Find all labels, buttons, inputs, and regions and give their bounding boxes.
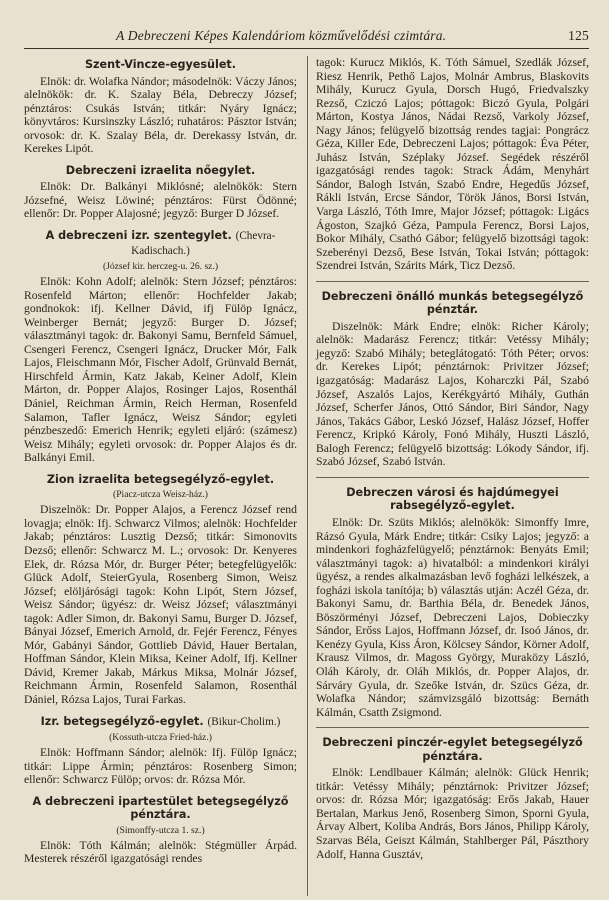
section-paragraph: Elnök: Kohn Adolf; alelnök: Stern József; pénztáros: Rosenfeld Márton; ellenőr: Hochfelder Jakab; gondnokok: ifj. Kellner Dávid, ifj Fülöp Ignácz, Weinberger Bernát; jegyző: Burger D. József; választmányi tagok: dr. Bakonyi Samu, Bernfeld Sámuel, Csengeri Ferencz, Csengeri Ignácz, Drucker Mór, Falk Lajos, Fleischmann Mór, Fischer Adolf, Grünvald Bernát, Hirschfeld Ármin, Katz Jakab, Keiner Adolf, Klein Márton, dr. Popper Alajos, Rosinger Lajos, Rosenthál Dániel, Reichman Ármin, Reich Herman, Rosenfeld Salamon, Tafler Ignácz, Weisz Sándor; egyleti pénzbeszedő: Emerich Henrik; egyleti eljáró: (számesz) Weisz Mihály; egyleti orvosok: dr. Popper Alajos és dr. Balkányi Emil. bbox=[24, 275, 297, 465]
section-title-text: Debreczeni izraelita nőegylet. bbox=[65, 163, 256, 177]
section-title bbox=[28, 715, 293, 730]
section-address: (Piacz-utcza Weisz-ház.) bbox=[113, 489, 208, 501]
section-paragraph: Elnök: Hoffmann Sándor; alelnök: Ifj. Fülöp Ignácz; titkár: Lippe Ármin; pénztáros: Rosenberg Simon; ellenőr: Schwarcz Fülöp; orvos: dr. Rózsa Mór. bbox=[24, 746, 297, 787]
section-title bbox=[28, 473, 293, 487]
section-paragraph: tagok: Kurucz Miklós, K. Tóth Sámuel, Szedlák József, Riesz Henrik, Pethő Lajos, Molnár Ambrus, Blaskovits Mihály, Kurucz Gyula, Dorsch Hugó, Friedvalszky Rezső, Cziczó Lajos; póttagok: Biczó Gyula, Polgári Márton, Kostya János, Nádai Rezső, Varkoly József, Nagy János; felügyelő bizottság rendes tagjai: Pongrácz Géza, Killer Ede, Debreczeni Lajos; póttagok: Éva Péter, Juhász István, Széplaky József. Segédek részéről igazgatósági rendes tagok: Strack Ádám, Menyhárt Sándor, Balogh István, Szabó Endre, Hegedűs József, Rákli István, Ercse Sándor, Török János, Borsi István, Varga László, Tóth Imre, Major József; póttagok: Ligács Ágoston, Szajkó Géza, Pampula Ferencz, Borsi Lajos, Bokor Mihály, Csathó Gábor; felügyelő bizottsági tagok: Szeberényi Dezső, Bese István, Tokai István; póttagok: Szendrei István, Szárits Márk, Ticz Dezső. bbox=[316, 56, 589, 273]
section-paragraph: Elnök: Lendlbauer Kálmán; alelnök: Glück Henrik; titkár: Vetéssy Mihály; pénztárnok: Privitzer József; orvos: dr. Rózsa Mór; igazgatóság: Erős Jakab, Hauer Bertalan, Markus Jenő, Rosenberg Simon, Sporni Gyula, Árvay Albert, Koliba András, Bors János, Philipp Károly, Szarvas Béla, Geiszt Kálmán, Stahlberger Pál, Pászthory Adolf, Hanna Gusztáv, bbox=[316, 766, 589, 861]
section-title-text: Zion izraelita betegsegélyző-egylet. bbox=[46, 472, 275, 486]
page-number: 125 bbox=[568, 28, 589, 43]
section-title-text: Debreczeni önálló munkás betegsegélyző pénztár. bbox=[321, 289, 584, 317]
section-a-debreczeni-izr-szentegylet bbox=[24, 229, 297, 465]
header-rule bbox=[24, 48, 589, 49]
section-address: (József kir. herczeg-u. 26. sz.) bbox=[102, 261, 219, 273]
section-address: (Simonffy-utcza 1. sz.) bbox=[116, 824, 205, 836]
section-debreczen-varosi-es-hajdumegyei-rabsegel bbox=[316, 477, 589, 719]
section-title-text: Debreczeni pinczér-egylet betegsegélyző pénztára. bbox=[322, 736, 583, 763]
section-title bbox=[28, 795, 293, 822]
section-title bbox=[28, 58, 293, 72]
section-title-text: A debreczeni ipartestület betegsegélyző pénztára. bbox=[32, 794, 289, 822]
section-title bbox=[28, 229, 293, 258]
section-title bbox=[320, 736, 585, 763]
section-paragraph: Diszelnök: Márk Endre; elnök: Richer Károly; alelnök: Madarász Ferencz; titkár: Vetéssy Mihály; jegyző: Szabó Mihály; beteglátogató: Tóth Péter; orvos: dr. Kerekes Lipót; pénztárnok: Privitzer József; igazgatóság: Madarász Lajos, Koharczki Pál, Szabó József, Aszalós Lajos, Kerékgyártó Mihály, Guthán József, Scherfer János, Ottó Sándor, Biri Sándor, Nagy János, Takács Gábor, Leskó József, Halász József, Hoffer Ferencz, Kripkó Károly, Fonó Mihály, Huszti László, Balogh Ferencz; felügyelő bizottság: Lókody Sándor, ifj. Szabó József, Szabó István. bbox=[316, 319, 589, 469]
section-paragraph: Diszelnök: Dr. Popper Alajos, a Ferencz József rend lovagja; elnök: Ifj. Schwarcz Vilmos; alelnök: Hochfelder Jakab; pénztáros: Lusztig Dezső; titkár: Simonovits Dezső; ellenőr: Schwarcz M. L.; orvosok: Dr. Kenyeres Elek, dr. Rózsa Mór, dr. Burger Péter; betegfelügyelők: Glück Adolf, SteierGyula, Rosenberg Simon, Weisz József; elöljárósági tagok: Kohn Lipót, Stern József, Weisz Sándor; ügyész: dr. Weisz József; választmányi tagok: Adler Simon, dr. Bakonyi Samu, Burger D. József, Bányai József, Emerich Arnold, dr. Fejér Ferencz, Fényes Mór, Gabányi Sándor, Gottlieb Dávid, Hauer Bertalan, Hoffman Sándor, Klein Miksa, Keiner Adolf, Ifj. Kellner Dávid, Kremer Jakab, Márkus Miksa, Molnár József, Reichmann Ármin, Rosenfeld Salamon, Rosenthál Dániel, Rózsa Lajos, Turai Farkas. bbox=[24, 503, 297, 706]
section-title-sub: (Chevra-Kadischach.) bbox=[131, 230, 276, 257]
section-paragraph: Elnök: Dr. Szüts Miklós; alelnökök: Simonffy Imre, Rázsó Gyula, Márk Endre; titkár: Csiky Lajos; jegyző: a mindenkori fogházfelügyelő; pénztárnok: Benyáts Emil; választmányi tagok: a) hivatalból: a mindenkori királyi ügyész, a rendes alkalmazásban levő fogházi lelkészek, a fogházi iskola tanítója; b) választás utján: Aczél Géza, dr. Bakonyi Samu, dr. Barthia Béla, dr. Benedek János, Böszörményi József, Debreczeni Lajos, Dobieczky Sándor, Erőss Lajos, Hoffmann József, dr. Isoó János, dr. Kenézy Gyula, Kiss Áron, Kölcsey Sándor, Körner Adolf, Krausz Vilmos, dr. Magoss György, Muraközy László, Oláh Károly, dr. Oláh Miklós, dr. Popper Alajos, dr. Sárváry Gyula, dr. Szeőke István, dr. Szücs Géza, dr. Wolafka Nándor; számvizsgáló bizottság: Bernáth Kálmán, Csatth Zsigmond. bbox=[316, 515, 589, 719]
section-zion-izraelita-betegsegelyzo-egylet bbox=[24, 473, 297, 707]
right-column bbox=[307, 56, 589, 896]
left-column bbox=[24, 56, 297, 896]
section-debreczeni-izraelita-noegylet bbox=[24, 164, 297, 221]
section-continued bbox=[316, 56, 589, 273]
section-divider bbox=[316, 727, 589, 728]
section-title-sub: (Bikur-Cholim.) bbox=[207, 715, 281, 728]
section-title-text: Szent-Vincze-egyesület. bbox=[84, 58, 237, 71]
section-izr-betegsegelyzo-egylet bbox=[24, 715, 297, 787]
section-title bbox=[320, 290, 585, 317]
section-paragraph: Elnök: dr. Wolafka Nándor; másodelnök: Váczy János; alelnökök: dr. K. Szalay Béla, Debreczy József; pénztáros: Csukás István; titkár: Nyáry Ignácz; könyvtáros: Kursinszky László; ruhatáros: Pásztor István; orvosok: dr. K. Szalay Béla, dr. Derekassy István, dr. Kerekes Lipót. bbox=[24, 74, 297, 156]
section-title-text: Debreczen városi és hajdúmegyei rabsegélyző-egylet. bbox=[346, 485, 559, 513]
section-title-text: Izr. betegsegélyző-egylet. bbox=[40, 714, 204, 728]
section-debreczeni-pinczer-egylet-betegsegelyzo- bbox=[316, 727, 589, 861]
section-debreczeni-onallo-munkas-betegsegelyzo-p bbox=[316, 281, 589, 469]
section-divider bbox=[316, 477, 589, 478]
section-szent-vincze-egyesulet bbox=[24, 58, 297, 156]
section-title-text: A debreczeni izr. szentegylet. bbox=[45, 229, 232, 243]
section-a-debreczeni-ipartestulet-betegsegelyzo- bbox=[24, 795, 297, 866]
header-title: A Debreczeni Képes Kalendáriom közművelődési czimtára. bbox=[116, 28, 447, 43]
section-divider bbox=[316, 281, 589, 282]
section-paragraph: Elnök: Dr. Balkányi Miklósné; alelnökök: Stern Józsefné, Weisz Löwiné; pénztáros: Fürst Ödönné; ellenőr: Dr. Popper Alajosné; jegyző: Burger D József. bbox=[24, 180, 297, 221]
two-column-body bbox=[24, 56, 589, 896]
section-paragraph: Elnök: Tóth Kálmán; alelnök: Stégmüller Árpád. Mesterek részéről igazgatósági rendes bbox=[24, 838, 297, 866]
section-title bbox=[320, 486, 585, 513]
section-title bbox=[28, 164, 293, 178]
section-address: (Kossuth-utcza Fried-ház.) bbox=[109, 732, 212, 744]
